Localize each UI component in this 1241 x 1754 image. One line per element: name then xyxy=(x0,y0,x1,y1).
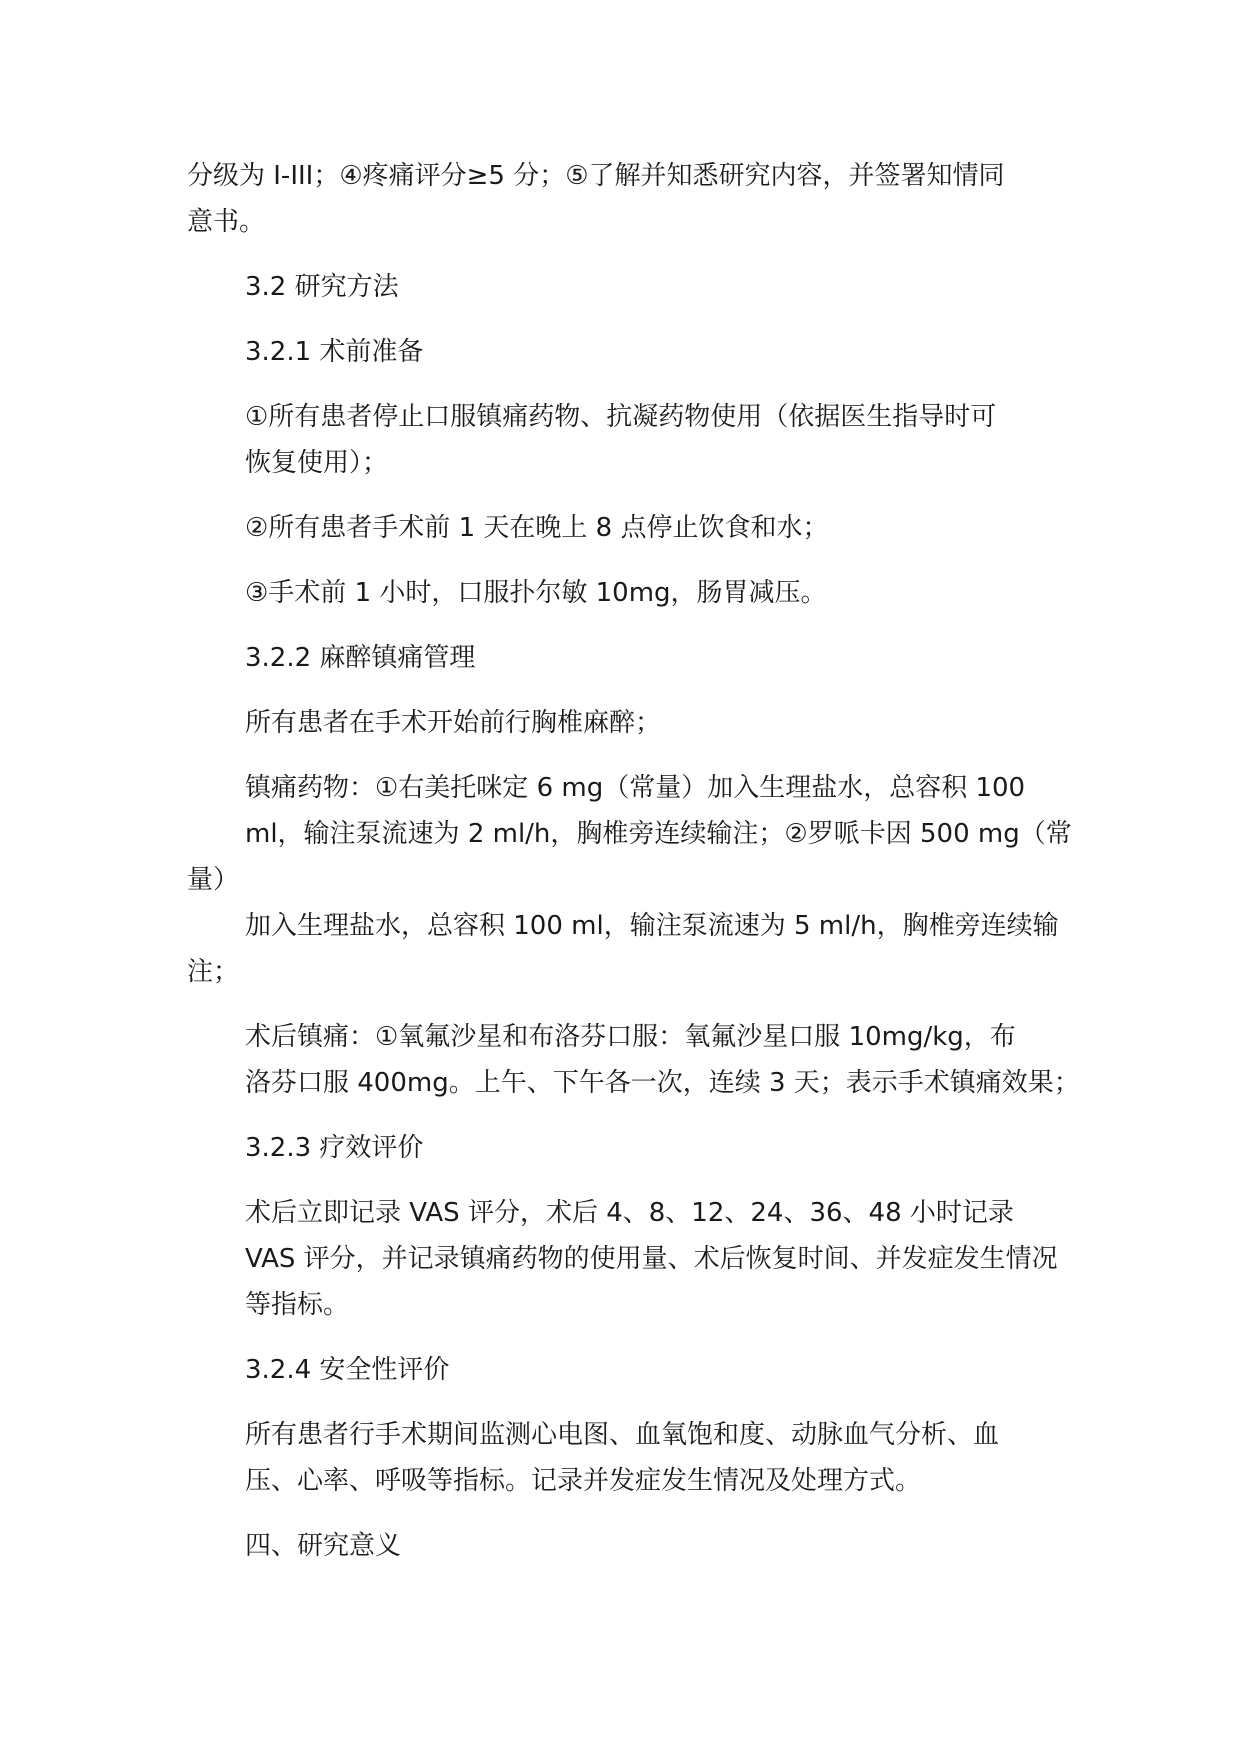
paragraph xyxy=(187,264,1087,310)
text-line: 洛芬口服 400mg。上午、下午各一次，连续 3 天；表示手术镇痛效果； xyxy=(245,1068,1080,1098)
text-line: ②所有患者手术前 1 天在晚上 8 点停止饮食和水； xyxy=(245,513,829,543)
text-line: 3.2.2 麻醉镇痛管理 xyxy=(245,643,476,673)
paragraph xyxy=(187,570,1087,616)
document-body xyxy=(187,153,1087,1588)
text-line: 意书。 xyxy=(187,207,266,237)
paragraph xyxy=(187,1125,1087,1171)
text-line: 3.2.1 术前准备 xyxy=(245,337,424,367)
text-line: ①所有患者停止口服镇痛药物、抗凝药物使用（依据医生指导时可 xyxy=(245,402,997,432)
text-line: 镇痛药物：①右美托咪定 6 mg（常量）加入生理盐水，总容积 100 xyxy=(245,773,1026,803)
text-line: 术后镇痛：①氧氟沙星和布洛芬口服：氧氟沙星口服 10mg/kg，布 xyxy=(245,1022,1016,1052)
text-line: 3.2.3 疗效评价 xyxy=(245,1133,424,1163)
text-line: 四、研究意义 xyxy=(245,1531,402,1561)
paragraph xyxy=(187,505,1087,551)
text-line: ml，输注泵流速为 2 ml/h，胸椎旁连续输注；②罗哌卡因 500 mg（常量） xyxy=(187,819,1072,895)
paragraph xyxy=(187,1190,1087,1328)
text-line: 加入生理盐水，总容积 100 ml，输注泵流速为 5 ml/h，胸椎旁连续输注； xyxy=(187,911,1059,987)
text-line: 分级为 I-III；④疼痛评分≥5 分；⑤了解并知悉研究内容，并签署知情同 xyxy=(187,161,1005,191)
text-line: ③手术前 1 小时，口服扑尔敏 10mg，肠胃减压。 xyxy=(245,578,827,608)
text-line: 所有患者行手术期间监测心电图、血氧饱和度、动脉血气分析、血 xyxy=(245,1420,1000,1450)
paragraph xyxy=(187,700,1087,746)
paragraph xyxy=(187,329,1087,375)
text-line: 所有患者在手术开始前行胸椎麻醉； xyxy=(245,708,662,738)
paragraph xyxy=(187,635,1087,681)
text-line: 恢复使用）； xyxy=(245,448,389,478)
paragraph xyxy=(187,394,1087,486)
paragraph xyxy=(187,1523,1087,1569)
paragraph xyxy=(187,1412,1087,1504)
paragraph xyxy=(187,1347,1087,1393)
text-line: 3.2.4 安全性评价 xyxy=(245,1355,450,1385)
text-line: VAS 评分，并记录镇痛药物的使用量、术后恢复时间、并发症发生情况 xyxy=(245,1244,1058,1274)
text-line: 术后立即记录 VAS 评分，术后 4、8、12、24、36、48 小时记录 xyxy=(245,1198,1014,1228)
text-line: 等指标。 xyxy=(245,1290,350,1320)
text-line: 3.2 研究方法 xyxy=(245,272,399,302)
paragraph xyxy=(187,1014,1087,1106)
text-line: 压、心率、呼吸等指标。记录并发症发生情况及处理方式。 xyxy=(245,1466,922,1496)
paragraph xyxy=(187,153,1087,245)
paragraph xyxy=(187,765,1087,995)
